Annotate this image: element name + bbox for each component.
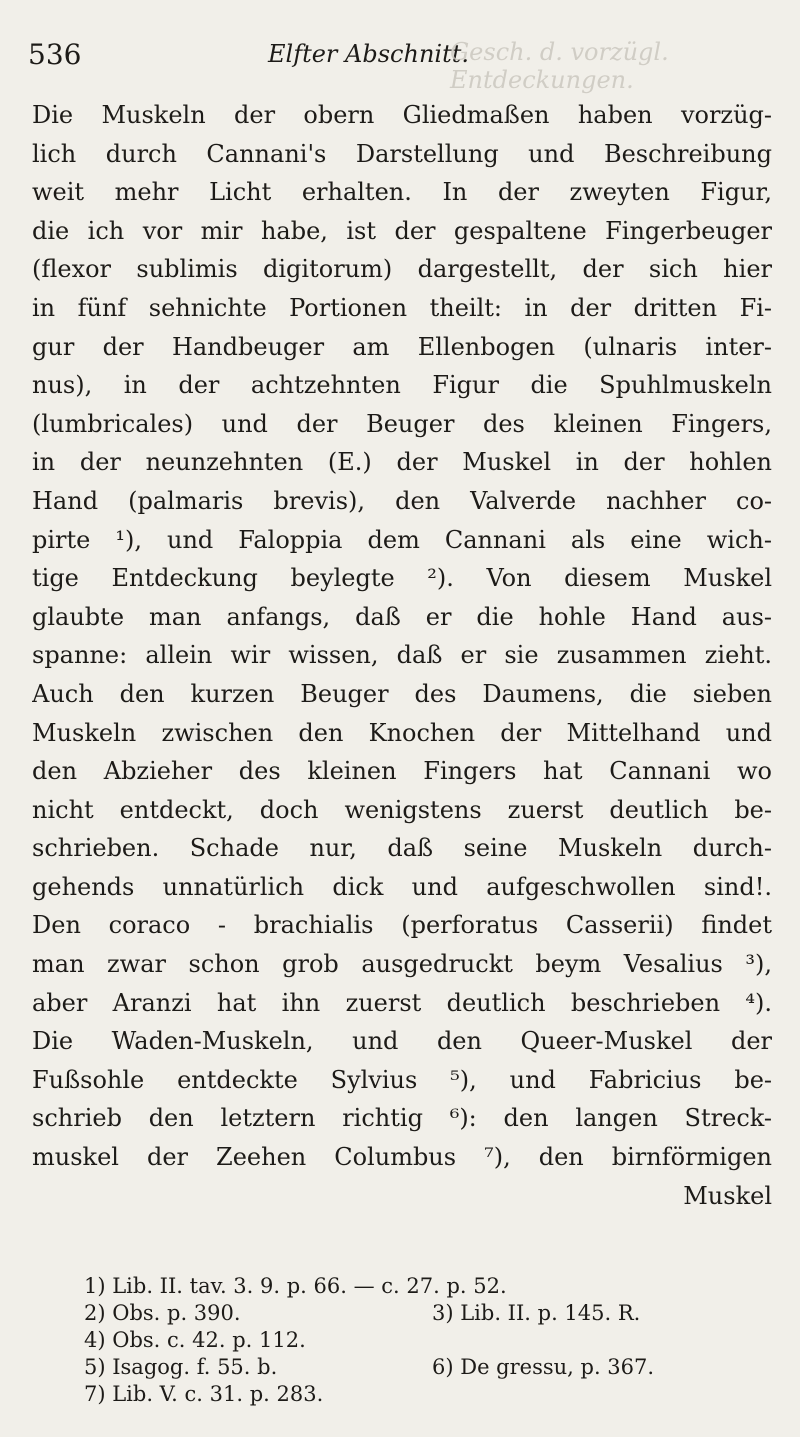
bleed-through-text: Gesch. d. vorzügl. Entdeckungen. — [450, 38, 669, 94]
text-line: Den coraco - brachialis (perforatus Casserii) findet — [32, 911, 772, 940]
footnote-row — [84, 1381, 744, 1408]
footnote-left: 7) Lib. V. c. 31. p. 283. — [84, 1382, 324, 1406]
footnote-right: 3) Lib. II. p. 145. R. — [432, 1301, 641, 1325]
footnote-left: 5) Isagog. f. 55. b. — [84, 1355, 278, 1379]
text-line: man zwar schon grob ausgedruckt beym Vesalius ³), — [32, 950, 772, 979]
text-line: Hand (palmaris brevis), den Valverde nachher co- — [32, 486, 772, 515]
text-line: Fußsohle entdeckte Sylvius ⁵), und Fabricius be- — [32, 1065, 772, 1094]
text-line: aber Aranzi hat ihn zuerst deutlich beschrieben ⁴). — [32, 988, 772, 1017]
footnote-row — [84, 1327, 744, 1354]
footnote-left: 1) Lib. II. tav. 3. 9. p. 66. — c. 27. p. 52. — [84, 1274, 507, 1298]
footnote-right: 6) De gressu, p. 367. — [432, 1355, 655, 1379]
footnote-left: 2) Obs. p. 390. — [84, 1301, 241, 1325]
text-line: in fünf sehnichte Portionen theilt: in der dritten Fi- — [32, 293, 772, 322]
footnote-left: 4) Obs. c. 42. p. 112. — [84, 1328, 306, 1352]
text-line: gur der Handbeuger am Ellenbogen (ulnaris inter- — [32, 332, 772, 361]
text-line: nicht entdeckt, doch wenigstens zuerst deutlich be- — [32, 795, 772, 824]
text-line: Auch den kurzen Beuger des Daumens, die sieben — [32, 679, 772, 708]
footnote-row — [84, 1273, 744, 1300]
text-line: (flexor sublimis digitorum) dargestellt, der sich hier — [32, 255, 772, 284]
text-line: spanne: allein wir wissen, daß er sie zusammen zieht. — [32, 641, 772, 670]
text-line: lich durch Cannani's Darstellung und Beschreibung — [32, 139, 772, 168]
page-number: 536 — [28, 38, 82, 71]
text-line: Die Waden-Muskeln, und den Queer-Muskel der — [32, 1027, 772, 1056]
text-line: gehends unnatürlich dick und aufgeschwollen sind!. — [32, 872, 772, 901]
footnote-row — [84, 1300, 744, 1327]
text-line: Muskeln zwischen den Knochen der Mittelhand und — [32, 718, 772, 747]
text-line: Muskel — [683, 1181, 772, 1210]
footnotes — [84, 1273, 744, 1408]
text-line: schrieb den letztern richtig ⁶): den langen Streck- — [32, 1104, 772, 1133]
text-line: schrieben. Schade nur, daß seine Muskeln durch- — [32, 834, 772, 863]
text-line: den Abzieher des kleinen Fingers hat Cannani wo — [32, 757, 772, 786]
body-text — [32, 96, 772, 1215]
text-line: (lumbricales) und der Beuger des kleinen Fingers, — [32, 409, 772, 438]
running-head: Elfter Abschnitt. — [268, 40, 469, 68]
text-line: in der neunzehnten (E.) der Muskel in der hohlen — [32, 448, 772, 477]
text-line: muskel der Zeehen Columbus ⁷), den birnförmigen — [32, 1143, 772, 1172]
text-line: glaubte man anfangs, daß er die hohle Hand aus- — [32, 602, 772, 631]
text-line: die ich vor mir habe, ist der gespaltene Fingerbeuger — [32, 216, 772, 245]
footnote-row — [84, 1354, 744, 1381]
text-line: pirte ¹), und Faloppia dem Cannani als eine wich- — [32, 525, 772, 554]
text-line: weit mehr Licht erhalten. In der zweyten Figur, — [32, 178, 772, 207]
text-line: tige Entdeckung beylegte ²). Von diesem Muskel — [32, 564, 772, 593]
text-line: nus), in der achtzehnten Figur die Spuhlmuskeln — [32, 371, 772, 400]
text-line: Die Muskeln der obern Gliedmaßen haben vorzüg- — [32, 101, 772, 129]
